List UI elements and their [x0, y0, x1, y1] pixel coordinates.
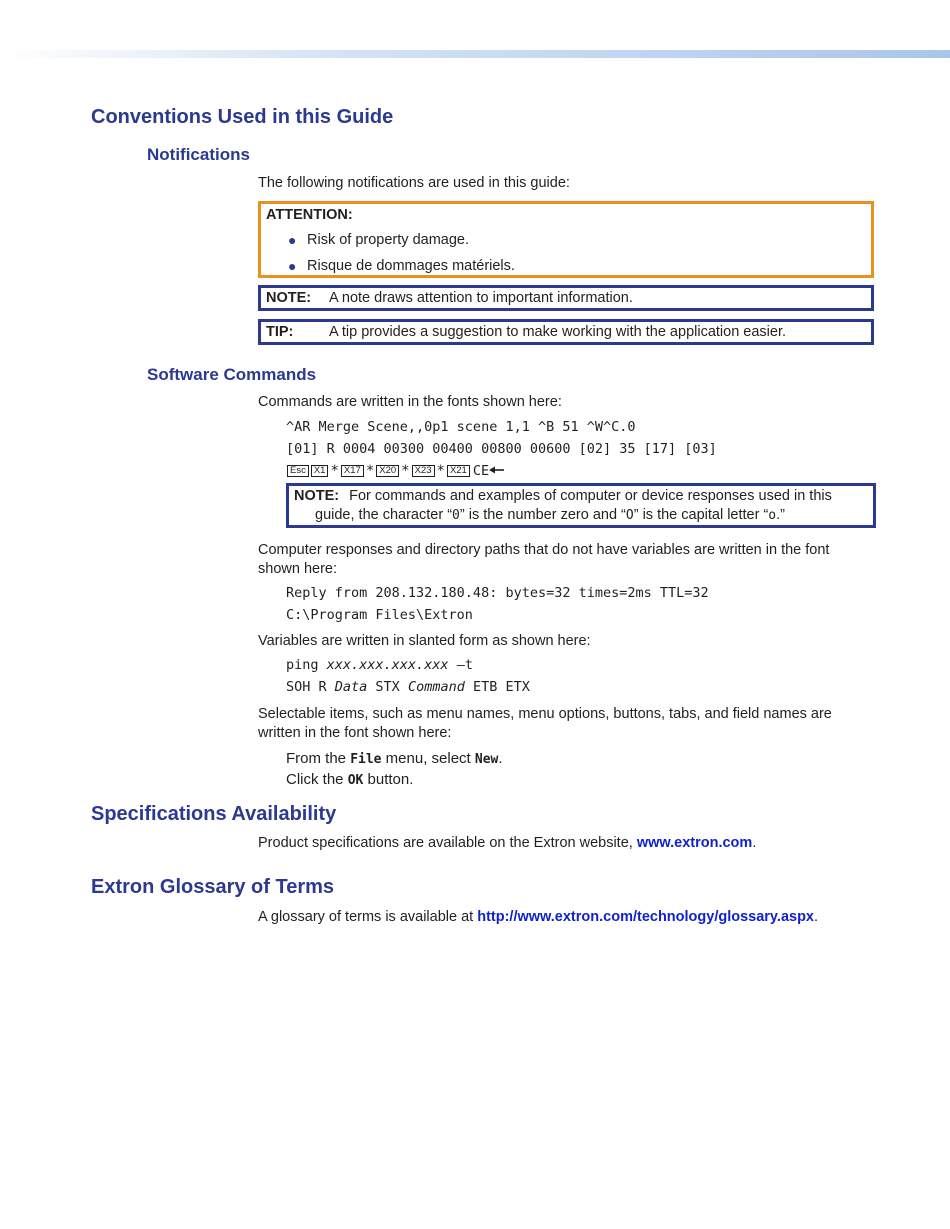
- ping-example: ping xxx.xxx.xxx.xxx —t: [286, 657, 473, 673]
- key-x20: X20: [376, 465, 399, 477]
- attention-label: ATTENTION:: [266, 207, 353, 223]
- asterisk: *: [330, 463, 339, 479]
- tip-text: A tip provides a suggestion to make working with the application easier.: [329, 324, 787, 340]
- menu-new-text: New: [474, 752, 499, 767]
- specs-text: Product specifications are available on the Extron website, www.extron.com.: [258, 835, 757, 851]
- command-example-2: [01] R 0004 00300 00400 00800 00600 [02] 35 [17] [03]: [286, 441, 717, 457]
- path-example: C:\Program Files\Extron: [286, 607, 473, 623]
- asterisk: *: [365, 463, 375, 479]
- note-text: A note draws attention to important information.: [329, 290, 633, 306]
- command-example-1: ^AR Merge Scene,,0p1 scene 1,1 ^B 51 ^W^C.0: [286, 419, 636, 435]
- note-label: NOTE:: [266, 290, 312, 306]
- enter-arrow-icon: [489, 463, 505, 479]
- command-note-line-2: guide, the character “0” is the number zero and “O” is the capital letter “o.”: [315, 507, 785, 523]
- key-x21: X21: [447, 465, 470, 477]
- variable-command: Command: [407, 679, 465, 695]
- bullet-icon: ●: [288, 232, 297, 248]
- command-note-box: [286, 483, 876, 528]
- attention-box: [258, 201, 874, 278]
- header-gradient-bar: [0, 50, 950, 58]
- attention-list: [261, 227, 871, 279]
- attention-item: ● Risque de dommages matériels.: [261, 253, 871, 279]
- variable-data: Data: [334, 679, 368, 695]
- menu-file-text: File: [350, 752, 382, 767]
- section-title-conventions: Conventions Used in this Guide: [91, 106, 394, 128]
- glossary-link[interactable]: http://www.extron.com/technology/glossary.aspx: [477, 909, 814, 925]
- ok-button-text: OK: [347, 773, 364, 788]
- note-box: [258, 285, 874, 311]
- subsection-title-notifications: Notifications: [147, 145, 250, 164]
- tip-box: [258, 319, 874, 345]
- commands-intro: Commands are written in the fonts shown here:: [258, 394, 562, 410]
- selectable-example-ok: Click the OK button.: [286, 771, 414, 788]
- key-x1: X1: [311, 465, 329, 477]
- key-esc: Esc: [287, 465, 309, 477]
- section-title-glossary: Extron Glossary of Terms: [91, 876, 335, 898]
- responses-intro: Computer responses and directory paths that do not have variables are written in the font shown here:: [258, 542, 830, 577]
- command-example-keys: [286, 463, 505, 479]
- key-x17: X17: [341, 465, 364, 477]
- asterisk: *: [401, 463, 410, 479]
- selectable-intro: Selectable items, such as menu names, menu options, buttons, tabs, and field names are written in the font shown here:: [258, 706, 832, 741]
- command-note-text-a: For commands and examples of computer or device responses used in this: [349, 488, 832, 504]
- attention-item: ● Risk of property damage.: [261, 227, 871, 253]
- key-x23: X23: [412, 465, 435, 477]
- asterisk: *: [436, 463, 445, 479]
- bullet-icon: ●: [288, 258, 297, 274]
- subsection-title-software-commands: Software Commands: [147, 365, 317, 384]
- selectable-example-file: From the File menu, select New.: [286, 750, 503, 767]
- variable-ip: xxx.xxx.xxx.xxx: [326, 657, 449, 673]
- reply-example: Reply from 208.132.180.48: bytes=32 times=2ms TTL=32: [286, 585, 709, 601]
- extron-website-link[interactable]: www.extron.com: [636, 835, 753, 851]
- ce-text: CE: [472, 463, 490, 479]
- glossary-text: A glossary of terms is available at http://www.extron.com/technology/glossary.aspx.: [258, 909, 819, 925]
- section-title-specifications: Specifications Availability: [91, 803, 337, 825]
- notifications-intro: The following notifications are used in this guide:: [258, 175, 570, 191]
- variables-intro: Variables are written in slanted form as shown here:: [258, 633, 591, 649]
- tip-label: TIP:: [266, 324, 294, 340]
- soh-example: SOH R Data STX Command ETB ETX: [286, 679, 530, 695]
- command-note-label: NOTE:: [294, 488, 340, 504]
